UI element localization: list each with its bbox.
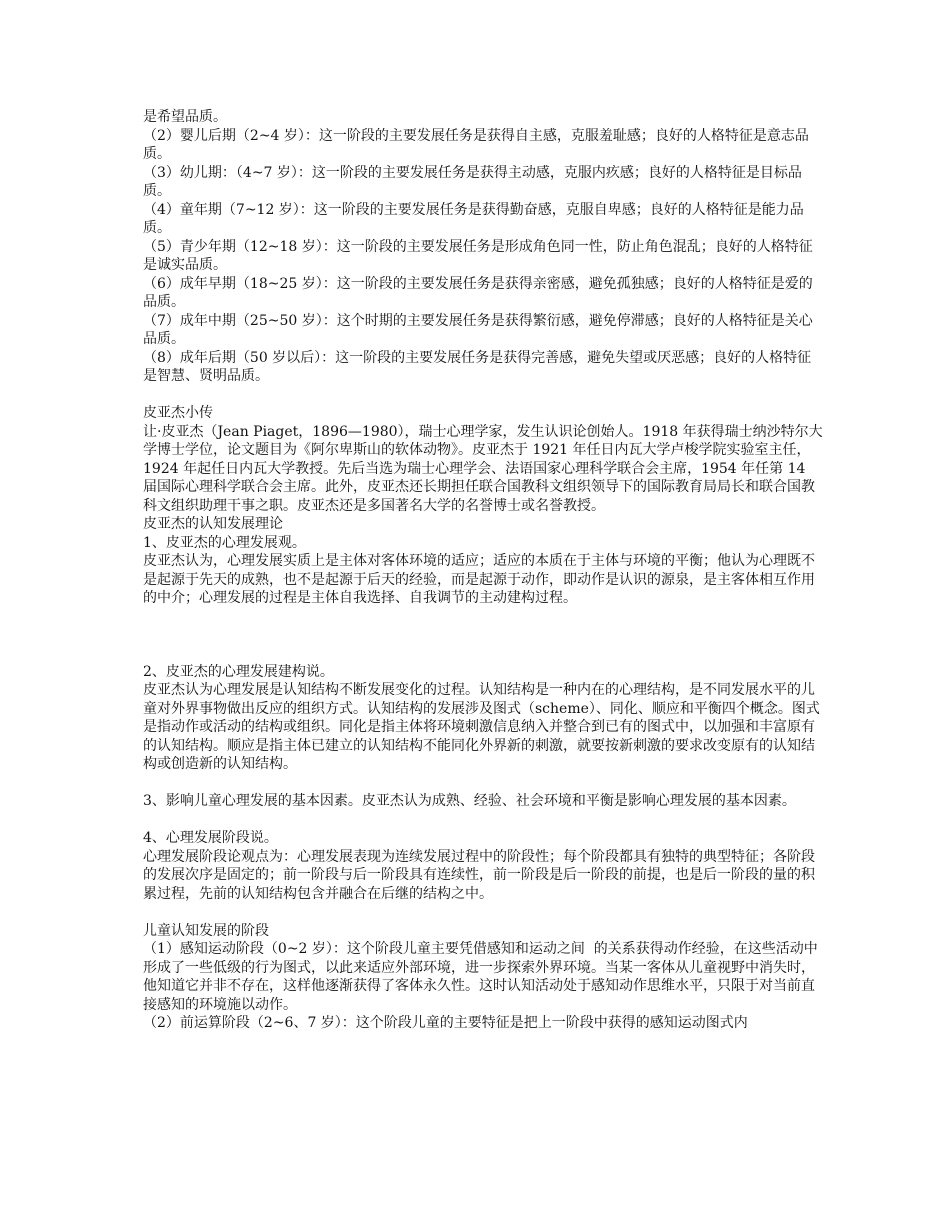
stages-heading: 儿童认知发展的阶段 xyxy=(143,922,269,939)
section-4-heading: 4、心理发展阶段说。 xyxy=(143,830,278,846)
spacer xyxy=(143,386,823,405)
section-1-paragraph: 皮亚杰认为，心理发展实质上是主体对客体环境的适应；适应的本质在于主体与环境的平衡；他认为心理既不是起源于先天的成熟，也不是起源于后天的经验，而是起源于动作，即动作是认识的源泉，是主客体相互作用的中介；心理发展的过程是主体自我选择、自我调节的主动建构过程。 xyxy=(143,553,815,606)
erikson-stage-8: （8）成年后期（50 岁以后）：这一阶段的主要发展任务是获得完善感，避免失望或厌恶感；良好的人格特征是智慧、贤明品质。 xyxy=(143,349,812,384)
spacer xyxy=(143,608,823,663)
section-1-heading: 1、皮亚杰的心理发展观。 xyxy=(143,534,306,551)
document-page xyxy=(143,108,823,1033)
erikson-stage-3: （3）幼儿期：（4~7 岁）：这一阶段的主要发展任务是获得主动感，克服内疚感；良好的人格特征是目标品质。 xyxy=(143,164,802,199)
erikson-stage-2: （2）婴儿后期（2~4 岁）：这一阶段的主要发展任务是获得自主感，克服羞耻感；良好的人格特征是意志品质。 xyxy=(143,127,809,162)
section-4-paragraph: 心理发展阶段论观点为：心理发展表现为连续发展过程中的阶段性；每个阶段都具有独特的典型特征；各阶段的发展次序是固定的；前一阶段与后一阶段具有连续性，前一阶段是后一阶段的前提，也是后一阶段的量的积累过程，先前的认知结构包含并融合在后继的结构之中。 xyxy=(143,848,815,902)
spacer xyxy=(143,903,823,922)
section-2-heading: 2、皮亚杰的心理发展建构说。 xyxy=(143,663,334,680)
section-2-paragraph: 皮亚杰认为心理发展是认知结构不断发展变化的过程。认知结构是一种内在的心理结构，是不同发展水平的儿童对外界事物做出反应的组织方式。认知结构的发展涉及图式（scheme）、同化、顺应和平衡四个概念。图式是指动作或活动的结构或组织。同化是指主体将环境刺激信息纳入并整合到已有的图式中，以加强和丰富原有的认知结构。顺应是指主体已建立的认知结构不能同化外界新的刺激，就要按新刺激的要求改变原有的认知结构或创造新的认知结构。 xyxy=(143,682,820,772)
section-3-paragraph: 3、影响儿童心理发展的基本因素。皮亚杰认为成熟、经验、社会环境和平衡是影响心理发展的基本因素。 xyxy=(143,793,796,809)
theory-heading: 皮亚杰的认知发展理论 xyxy=(143,516,283,532)
spacer xyxy=(143,774,823,793)
erikson-stage-1-end: 是希望品质。 xyxy=(143,109,227,125)
erikson-stage-5: （5）青少年期（12~18 岁）：这一阶段的主要发展任务是形成角色同一性，防止角色混乱；良好的人格特征是诚实品质。 xyxy=(143,238,813,273)
spacer xyxy=(143,811,823,830)
erikson-stage-6: （6）成年早期（18~25 岁）：这一阶段的主要发展任务是获得亲密感，避免孤独感；良好的人格特征是爱的品质。 xyxy=(143,275,813,310)
erikson-stage-7: （7）成年中期（25~50 岁）：这个时期的主要发展任务是获得繁衍感，避免停滞感；良好的人格特征是关心品质。 xyxy=(143,312,813,347)
piaget-bio-heading: 皮亚杰小传 xyxy=(143,405,213,421)
erikson-stage-4: （4）童年期（7~12 岁）：这一阶段的主要发展任务是获得勤奋感，克服自卑感；良好的人格特征是能力品质。 xyxy=(143,201,804,236)
piaget-bio-paragraph: 让·皮亚杰（Jean Piaget，1896—1980），瑞士心理学家，发生认识论创始人。1918 年获得瑞士纳沙特尔大学博士学位，论文题目为《阿尔卑斯山的软体动物》。皮亚杰于 1921 年任日内瓦大学卢梭学院实验室主任，1924 年起任日内瓦大学教授。先后当选为瑞士心理学会、法语国家心理科学联合会主席，1954 年任第 14 届国际心理科学联合会主席。此外，皮亚杰还长期担任联合国教科文组织领导下的国际教育局局长和联合国教科文组织助理干事之职。皮亚杰还是多国著名大学的名誉博士或名誉教授。 xyxy=(143,423,823,514)
stage-2-paragraph: （2）前运算阶段（2~6、7 岁）：这个阶段儿童的主要特征是把上一阶段中获得的感知运动图式内 xyxy=(143,1015,748,1031)
stage-1-paragraph: （1）感知运动阶段（0~2 岁）：这个阶段儿童主要凭借感知和运动之间 的关系获得动作经验，在这些活动中形成了一些低级的行为图式，以此来适应外部环境，进一步探索外界环境。当某一客体从儿童视野中消失时，他知道它并非不存在，这样他逐渐获得了客体永久性。这时认知活动处于感知动作思维水平，只限于对当前直接感知的环境施以动作。 xyxy=(143,941,818,1013)
